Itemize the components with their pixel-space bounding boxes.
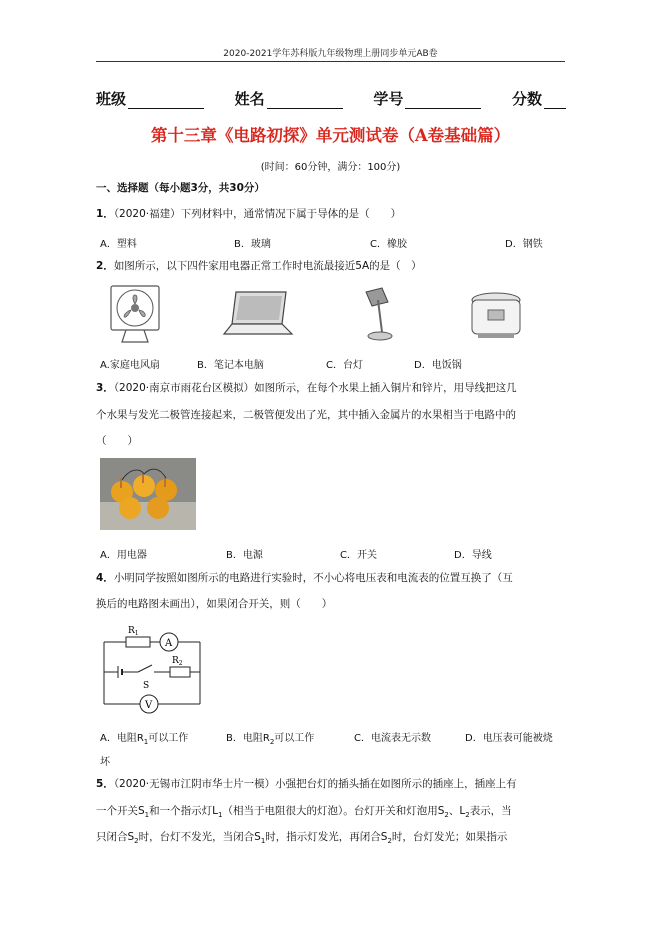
q2-option-d[interactable]: D．电饭锅 (414, 360, 462, 371)
q1-option-a[interactable]: A．塑料 (100, 239, 137, 250)
q3-option-c[interactable]: C．开关 (340, 550, 377, 561)
question-5-line-3: 只闭合$S_2$时，台灯不发光，当闭合$S_1$时，指示灯发光，再闭合$S_2$时，台灯发光；如果指示 (96, 831, 508, 846)
voltmeter-label: V (145, 700, 153, 711)
student-info-row (96, 88, 566, 109)
question-3: 3．（2020·南京市雨花台区模拟）如图所示，在每个水果上插入铜片和锌片，用导线把这几 (96, 382, 517, 394)
question-4-line-2: 换后的电路图未画出），如果闭合开关，则（ ） (96, 598, 333, 610)
page-subtitle: (时间：60分钟，满分：100分) (260, 162, 401, 173)
q3-option-b[interactable]: B．电源 (226, 550, 263, 561)
fan-icon (108, 284, 162, 346)
q4-option-c[interactable]: C．电流表无示数 (354, 733, 431, 744)
ammeter-label: A (165, 638, 173, 649)
r2-label: $R_2$ (172, 656, 183, 667)
score-label: 分数 (511, 90, 542, 108)
question-1: 1．（2020·福建）下列材料中，通常情况下属于导体的是（ ） (96, 208, 402, 220)
q4-option-b[interactable]: B．电阻$R_2$可以工作 (226, 733, 315, 746)
q4-option-d-continued: 坏 (100, 757, 110, 768)
question-3-line-3: （ ） (96, 435, 138, 447)
r1-label: $R_1$ (128, 626, 139, 637)
q3-option-a[interactable]: A．用电器 (100, 550, 147, 561)
page-header: 2020-2021学年苏科版九年级物理上册同步单元AB卷 (223, 49, 438, 59)
question-3-line-2: 个水果与发光二极管连接起来，二极管便发出了光，其中插入金属片的水果相当于电路中的 (96, 409, 516, 421)
q2-option-c[interactable]: C．台灯 (326, 360, 363, 371)
fruit-battery-photo (100, 458, 196, 530)
question-5-line-2: 一个开关$S_1$和一个指示灯$L_1$（相当于电阻很大的灯泡）。台灯开关和灯泡用$S_2$、$L_2$表示，当 (96, 805, 512, 820)
number-label: 学号 (373, 90, 404, 108)
switch-label: S (143, 681, 150, 691)
laptop-icon (222, 290, 294, 340)
class-field[interactable] (96, 88, 204, 109)
question-2: 2．如图所示，以下四件家用电器正常工作时电流最接近5A的是（ ） (96, 260, 422, 272)
number-field[interactable] (373, 88, 481, 109)
q2-option-a[interactable]: A.家庭电风扇 (100, 360, 160, 371)
score-field[interactable] (512, 88, 566, 109)
rice-cooker-icon (468, 290, 524, 342)
question-4: 4．小明同学按照如图所示的电路进行实验时，不小心将电压表和电流表的位置互换了（互 (96, 572, 513, 584)
q1-option-d[interactable]: D．钢铁 (505, 239, 543, 250)
q3-option-d[interactable]: D．导线 (454, 550, 492, 561)
name-field[interactable] (235, 88, 343, 109)
header-divider (96, 61, 565, 62)
q2-option-b[interactable]: B．笔记本电脑 (197, 360, 264, 371)
q1-option-c[interactable]: C．橡胶 (370, 239, 407, 250)
q4-option-d[interactable]: D．电压表可能被烧 (465, 733, 553, 744)
class-label: 班级 (96, 90, 127, 108)
section-heading: 一、选择题（每小题3分，共30分） (96, 182, 265, 194)
circuit-diagram (96, 622, 208, 716)
name-label: 姓名 (234, 90, 265, 108)
q4-option-a[interactable]: A．电阻$R_1$可以工作 (100, 733, 189, 746)
q1-option-b[interactable]: B．玻璃 (234, 239, 271, 250)
question-5: 5．（2020·无锡市江阴市华士片一模）小强把台灯的插头插在如图所示的插座上，插座上有 (96, 778, 517, 790)
desk-lamp-icon (358, 286, 398, 344)
page-title: 第十三章《电路初探》单元测试卷（A卷基础篇） (150, 126, 511, 145)
